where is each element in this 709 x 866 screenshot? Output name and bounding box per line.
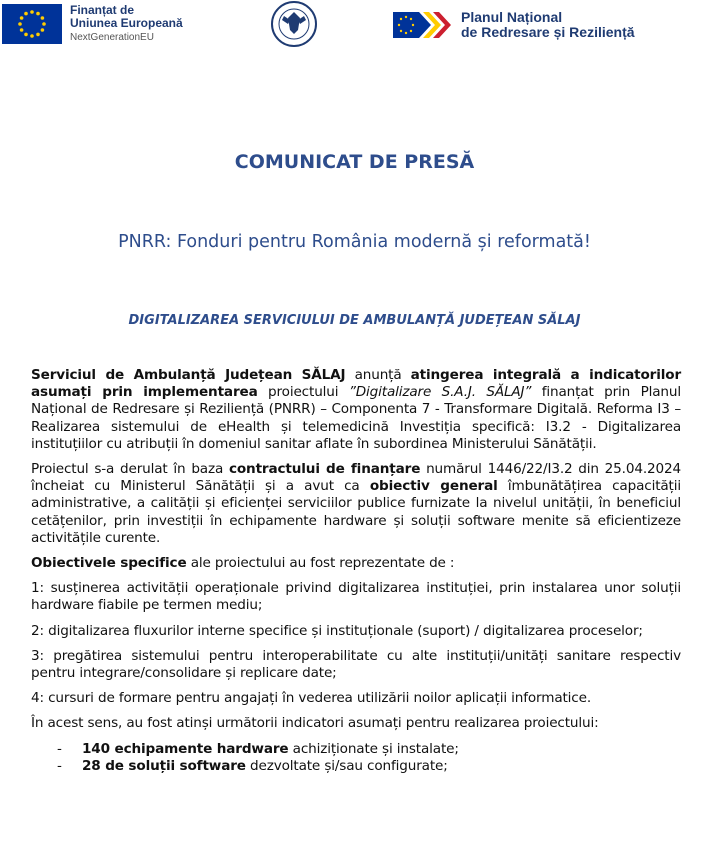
list-item <box>31 758 681 775</box>
objective-item: 1: susținerea activității operaționale privind digitalizarea instituției, prin instalarea unor soluții hardware fiabile pe termen mediu; <box>31 580 681 614</box>
page-subtitle: PNRR: Fonduri pentru România modernă și reformată! <box>118 232 591 252</box>
eu-flag-icon <box>2 4 62 44</box>
indicators-list <box>31 741 681 775</box>
text: ale proiectului au fost reprezentate de : <box>186 555 455 572</box>
eu-text-line1: Finanțat de <box>70 3 135 17</box>
text: proiectului <box>257 384 349 401</box>
objective-item: 2: digitalizarea fluxurilor interne specifice și instituționale (suport) / digitalizarea proceselor; <box>31 622 643 639</box>
paragraph-objectives <box>31 555 681 572</box>
header <box>0 0 709 58</box>
bold-text: atingerea integrală a indicatorilor asumați prin implementarea <box>31 367 681 401</box>
bold-text: obiectiv general <box>369 478 498 495</box>
section-title: DIGITALIZAREA SERVICIULUI DE AMBULANȚĂ JUDEȚEAN SĂLAJ <box>128 313 581 328</box>
dash-bullet: - <box>57 740 62 757</box>
text: anunță <box>345 367 411 383</box>
text: achiziționate și instalate; <box>288 740 459 757</box>
objective-item: 3: pregătirea sistemului pentru interoperabilitate cu alte instituții/unități sanitare respectiv pentru integrare/consolidare și replicare date; <box>31 647 681 682</box>
text: dezvoltate și/sau configurate; <box>245 757 448 774</box>
list-item <box>31 741 681 758</box>
project-name: ”Digitalizare S.A.J. SĂLAJ” <box>348 384 532 401</box>
bold-text: Serviciul de Ambulanță Județean SĂLAJ <box>31 367 346 383</box>
pnrr-logo <box>393 10 635 40</box>
eu-logo <box>2 4 183 44</box>
dash-bullet: - <box>57 757 62 774</box>
government-seal-icon <box>266 0 322 48</box>
page-title: COMUNICAT DE PRESĂ <box>234 151 475 173</box>
pnrr-text-line2: de Redresare și Reziliență <box>461 24 635 40</box>
eu-text-line3: NextGenerationEU <box>70 32 154 43</box>
pnrr-flag-icon <box>393 10 455 40</box>
paragraph-indicators-intro: În acest sens, au fost atinși următorii indicatori asumați pentru realizarea proiectului: <box>31 715 599 732</box>
eu-text-line2: Uniunea Europeană <box>70 16 183 30</box>
text: Proiectul s-a derulat în baza <box>31 461 229 478</box>
pnrr-text-line1: Planul Național <box>461 9 563 25</box>
objective-item: 4: cursuri de formare pentru angajați în vederea utilizării noilor aplicații informatice. <box>31 690 592 707</box>
bold-text: contractului de finanțare <box>228 461 421 478</box>
bold-text: 140 echipamente hardware <box>82 740 289 757</box>
bold-text: Obiectivele specifice <box>31 555 187 572</box>
paragraph-intro <box>31 367 681 453</box>
text: îmbunătățirea capacității administrative, a calității și eficienței serviciilor publice furnizate la nivelul unității, în beneficiul cetățenilor, prin investiții în echipamente hardware și soluții software menite să eficientizeze activitățile curente. <box>31 478 681 546</box>
bold-text: 28 de soluții software <box>82 757 246 774</box>
text: finanțat prin Planul Național de Redresare și Reziliență (PNRR) – Componenta 7 - Transformare Digitală. Reforma I3 – Realizarea sistemului de eHealth și telemedicină Investiția specifică: I3.2 - Digitalizarea instituțiilor cu atribuții în domeniul sanitar aflate în subordinea Ministerului Sănătății. <box>31 384 681 452</box>
text: numărul 1446/22/I3.2 din 25.04.2024 încheiat cu Ministerul Sănătății și a avut ca <box>31 461 682 495</box>
document-body <box>31 367 681 775</box>
paragraph-contract <box>31 461 681 547</box>
